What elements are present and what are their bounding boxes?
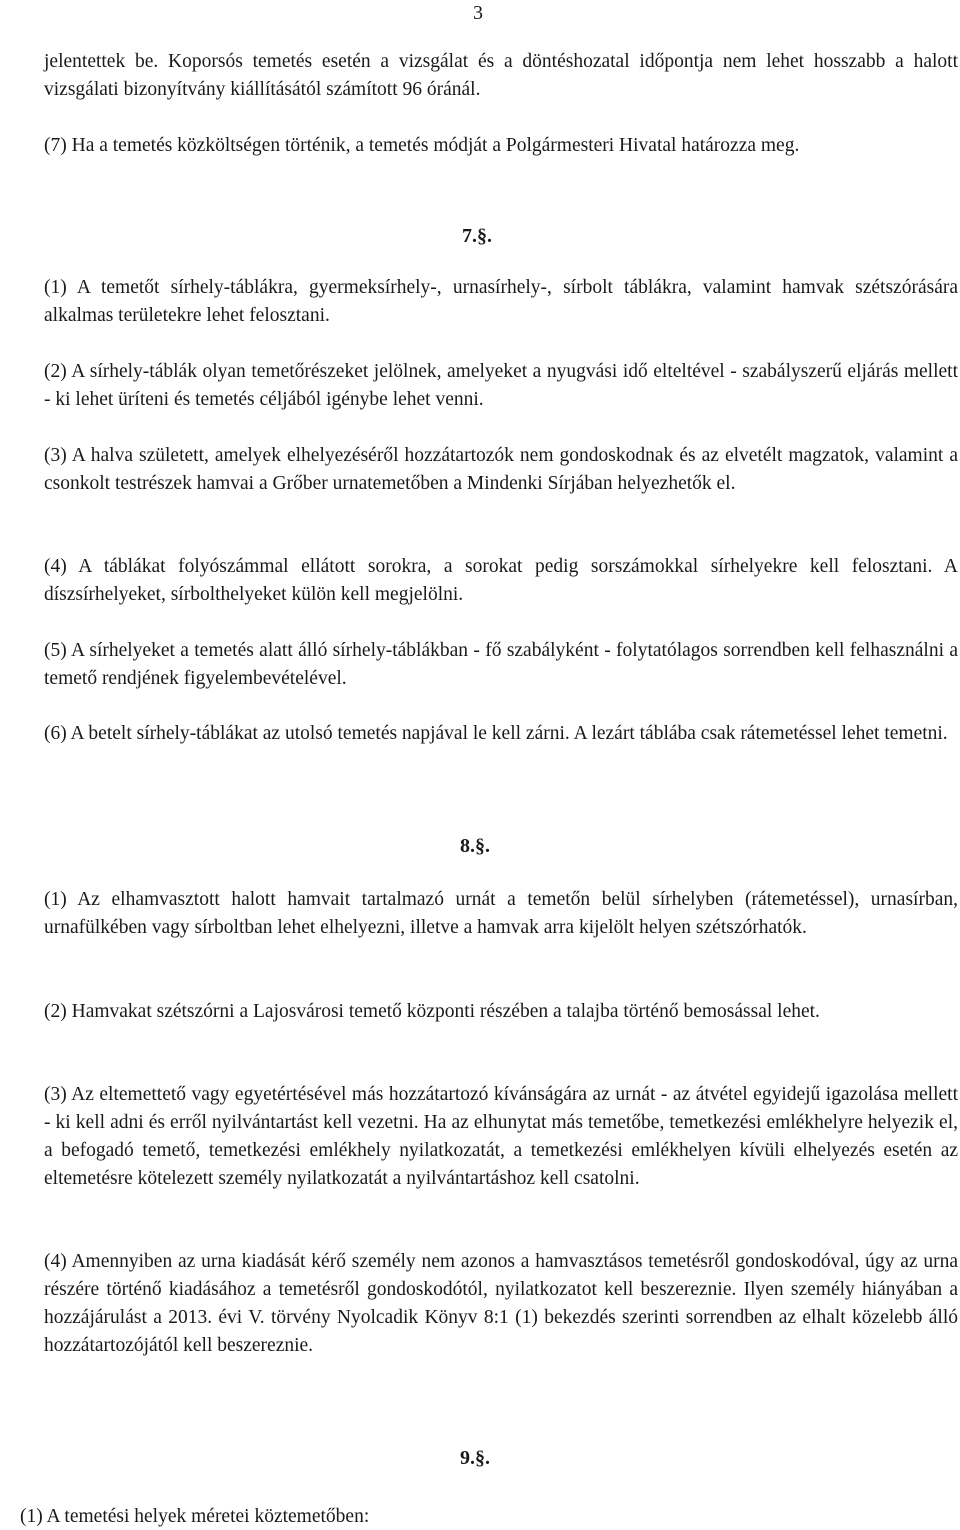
paragraph-8-1: (1) Az elhamvasztott halott hamvait tartalmazó urnát a temetőn belül sírhelyben (rátemetéssel), urnasírban, urnafülkében vagy sírboltban lehet elhelyezni, illetve a hamvak arra kijelölt helyen szétszórhatók. [44,889,958,938]
paragraph-8-2: (2) Hamvakat szétszórni a Lajosvárosi temető központi részében a talajba történő bemosással lehet. [44,1001,820,1022]
paragraph-7-1: (1) A temetőt sírhely-táblákra, gyermeksírhely-, urnasírhely-, sírbolt táblákra, valamint hamvak szétszórására alkalmas területekre lehet felosztani. [44,277,958,326]
section-heading-7: 7.§. [462,225,492,247]
paragraph-7-4: (4) A táblákat folyószámmal ellátott sorokra, a sorokat pedig sorszámokkal sírhelyekre kell felosztani. A díszsírhelyeket, sírbolthelyeket külön kell megjelölni. [44,556,958,605]
paragraph-7-3: (3) A halva született, amelyek elhelyezéséről hozzátartozók nem gondoskodnak és az elvetélt magzatok, valamint a csonkolt testrészek hamvai a Grőber urnatemetőben a Mindenki Sírjában helyezhetők el. [44,445,958,494]
paragraph-7-5: (5) A sírhelyeket a temetés alatt álló sírhely-táblákban - fő szabályként - folytatólagos sorrendben kell felhasználni a temető rendjének figyelembevételével. [44,640,958,689]
paragraph-8-3: (3) Az eltemettető vagy egyetértésével más hozzátartozó kívánságára az urnát - az átvétel egyidejű igazolása mellett - ki kell adni és erről nyilvántartást kell vezetni. Ha az elhunytat más temetőbe, temetkezési emlékhelyre helyezik el, a befogadó temető, temetkezési emlékhely nyilatkozatát, a temetkezési emlékhelyen kívüli elhelyezés esetén az eltemetésre kötelezett személy nyilatkozatát a nyilvántartáshoz kell csatolni. [44,1084,958,1189]
paragraph-8-4: (4) Amennyiben az urna kiadását kérő személy nem azonos a hamvasztásos temetésről gondoskodóval, úgy az urna részére történő kiadásához a temetésről gondoskodótól, nyilatkozatot kell beszereznie. Ilyen személy hiányában a hozzájárulást a 2013. évi V. törvény Nyolcadik Könyv 8:1 (1) bekezdés szerinti sorrendben az elhalt közelebb álló hozzátartozójától kell beszereznie. [44,1251,958,1356]
paragraph-7-2: (2) A sírhely-táblák olyan temetőrészeket jelölnek, amelyeket a nyugvási idő elteltével - szabályszerű eljárás mellett - ki lehet üríteni és temetés céljából igénybe lehet venni. [44,361,958,410]
paragraph-9-1: (1) A temetési helyek méretei köztemetőben: [20,1506,370,1527]
continuation-paragraph: jelentettek be. Koporsós temetés esetén a vizsgálat és a döntéshozatal időpontja nem lehet hosszabb a halott vizsgálati bizonyítvány kiállításától számított 96 óránál. [44,51,958,100]
section-heading-8: 8.§. [460,835,490,857]
section-heading-9: 9.§. [460,1447,490,1469]
page-number: 3 [473,2,483,24]
paragraph-6-7: (7) Ha a temetés közköltségen történik, a temetés módját a Polgármesteri Hivatal határozza meg. [44,135,800,156]
paragraph-7-6: (6) A betelt sírhely-táblákat az utolsó temetés napjával le kell zárni. A lezárt táblába csak rátemetéssel lehet temetni. [44,723,948,744]
